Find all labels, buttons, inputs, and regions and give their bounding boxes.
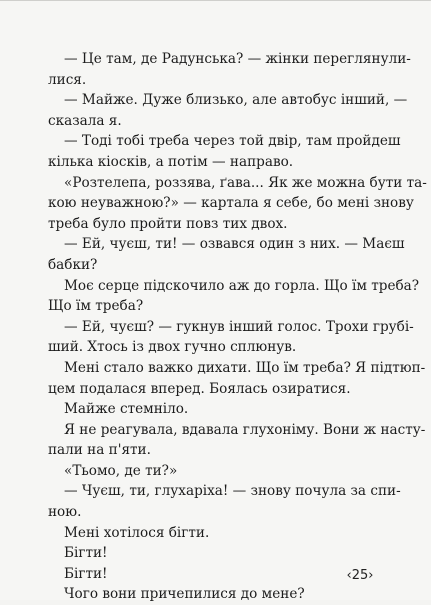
text-line: Я не реагувала, вдавала глухоніму. Вони ж насту-: [64, 421, 426, 438]
text-line: пали на п'яти.: [48, 442, 151, 459]
text-line: лися.: [48, 71, 87, 88]
text-line: цем подалася вперед. Боялась озиратися.: [48, 380, 351, 397]
text-line: бабки?: [48, 256, 98, 273]
text-line: Бігти!: [64, 565, 108, 582]
text-line: Чого вони причепилися до мене?: [64, 586, 305, 603]
text-line: Мені стало важко дихати. Що їм треба? Я підтюп-: [64, 359, 426, 376]
text-line: «Розтелепа, роззява, ґава... Як же можна бути та-: [64, 174, 427, 191]
page-number: ‹25›: [346, 568, 374, 583]
page-text: [48, 49, 427, 605]
text-line: кою неуважною?» — картала я себе, бо мені знову: [48, 195, 414, 212]
text-line: — Це там, де Радунська? — жінки переглянули-: [64, 51, 411, 67]
text-line: Що їм треба?: [48, 298, 144, 315]
text-line: треба було пройти повз тих двох.: [48, 215, 288, 232]
text-line: — Майже. Дуже близько, але автобус інший, —: [64, 92, 408, 109]
text-line: ший. Хтось із двох гучно сплюнув.: [48, 339, 297, 356]
text-line: — Ей, чуєш? — гукнув інший голос. Трохи грубі-: [64, 318, 414, 335]
text-line: кілька кіосків, а потім — направо.: [48, 153, 294, 170]
text-line: сказала я.: [48, 112, 122, 129]
text-line: «Тьомо, де ти?»: [64, 462, 178, 479]
text-line: — Ей, чуєш, ти! — озвався один з них. — Маєш: [64, 236, 405, 253]
text-line: — Тоді тобі треба через той двір, там пройдеш: [64, 133, 401, 150]
text-line: Бігти!: [64, 545, 108, 562]
text-line: Моє серце підскочило аж до горла. Що їм треба?: [64, 277, 420, 294]
text-line: — Чуєш, ти, глухаріха! — знову почула за спи-: [64, 483, 401, 500]
text-line: Мені хотілося бігти.: [64, 524, 210, 541]
text-line: ною.: [48, 504, 82, 521]
text-line: Майже стемніло.: [64, 401, 189, 418]
